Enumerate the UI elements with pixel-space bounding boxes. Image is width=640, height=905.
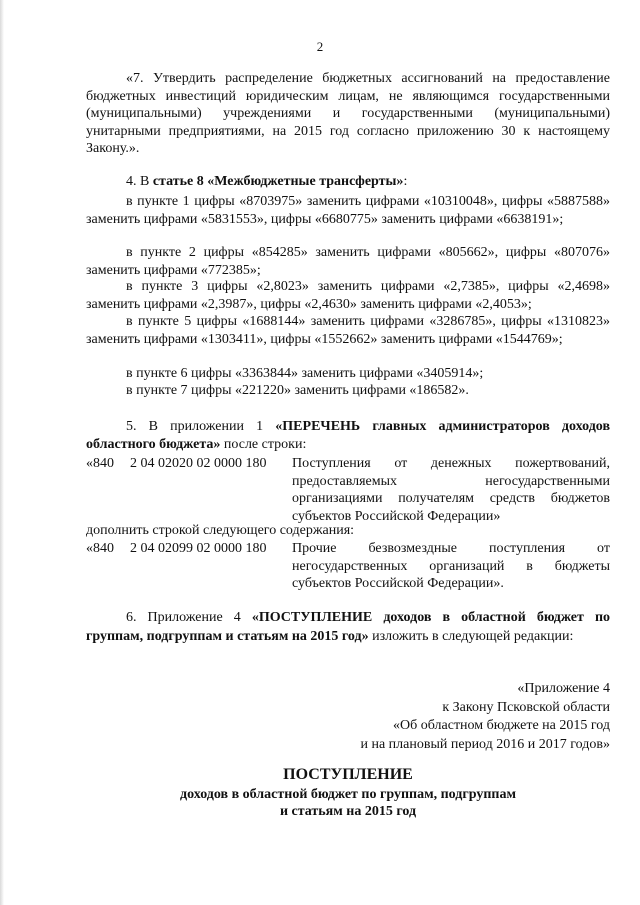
item-5-bold: «ПЕРЕЧЕНЬ главных администраторов доходов областного бюджета» [86, 419, 611, 452]
row-2-kbk: 2 04 02099 02 0000 180 [130, 541, 267, 556]
item-4-bold: статье 8 «Межбюджетные трансферты» [152, 174, 404, 189]
row-1-text: Поступления от денежных пожертвований, предоставляемых негосударственными организациями получателям средств бюджетов субъектов Российской Федерации» [292, 456, 610, 524]
appendix-line-2: к Закону Псковской области [442, 699, 610, 715]
item-4-line-1: в пункте 1 цифры «8703975» заменить цифрами «10310048», цифры «5887588» заменить цифрами «5831553», цифры «6680775» заменить цифрами «6638191»; [86, 194, 610, 227]
row-1-kbk: 2 04 02020 02 0000 180 [130, 456, 267, 471]
appendix-reference [270, 680, 610, 754]
table-row-2 [86, 540, 610, 594]
appendix-line-3: «Об областном бюджете на 2015 год [393, 718, 610, 733]
item-4-line-3: в пункте 3 цифры «2,8023» заменить цифрами «2,7385», цифры «2,4698» заменить цифрами «2,3987», цифры «2,4630» заменить цифрами «2,4053»; [86, 279, 610, 312]
item-4-line-4: в пункте 5 цифры «1688144» заменить цифрами «3286785», цифры «1310823» заменить цифрами «1303411», цифры «1552662» заменить цифрами «1544769»; [86, 314, 610, 347]
appendix-line-4: и на плановый период 2016 и 2017 годов» [360, 736, 610, 752]
item-4-heading: 4. В статье 8 «Межбюджетные трансферты»: [126, 174, 408, 189]
item-6-paragraph: 6. Приложение 4 «ПОСТУПЛЕНИЕ доходов в областной бюджет по группам, подгруппам и статьям на 2015 год» изложить в следующей редакции: [86, 610, 611, 644]
item-4-line-2: в пункте 2 цифры «854285» заменить цифрами «805662», цифры «807076» заменить цифрами «772385»; [86, 245, 610, 278]
table-row-1 [86, 455, 610, 525]
heading-title: ПОСТУПЛЕНИЕ [283, 766, 413, 783]
appendix-line-1: «Приложение 4 [517, 681, 610, 696]
scan-edge [0, 0, 4, 905]
page-number: 2 [316, 39, 324, 54]
row-2-text: Прочие безвозмездные поступления от негосударственных организаций в бюджеты субъектов Российской Федерации». [292, 541, 610, 591]
item-4-line-5: в пункте 6 цифры «3363844» заменить цифрами «3405914»; [126, 366, 484, 381]
row-1-code: «840 [86, 456, 114, 471]
add-line: дополнить строкой следующего содержания: [86, 523, 355, 538]
item-5-heading: 5. В приложении 1 «ПЕРЕЧЕНЬ главных администраторов доходов областного бюджета» после строки: [86, 419, 611, 452]
item-6-bold: «ПОСТУПЛЕНИЕ доходов в областной бюджет по группам, подгруппам и статьям на 2015 год» [86, 610, 611, 644]
heading-subtitle-2: и статьям на 2015 год [279, 804, 417, 819]
paragraph-7: «7. Утвердить распределение бюджетных ассигнований на предоставление бюджетных инвестиций юридическим лицам, не являющимся государственными (муниципальными) учреждениями и государственными (муниципальными) унитарными предприятиями, на 2015 год согласно приложению 30 к настоящему Закону.». [86, 71, 610, 156]
heading-subtitle-1: доходов в областной бюджет по группам, подгруппам [180, 787, 516, 802]
item-4-line-6: в пункте 7 цифры «221220» заменить цифрами «186582». [126, 383, 469, 398]
row-2-code: «840 [86, 541, 114, 556]
